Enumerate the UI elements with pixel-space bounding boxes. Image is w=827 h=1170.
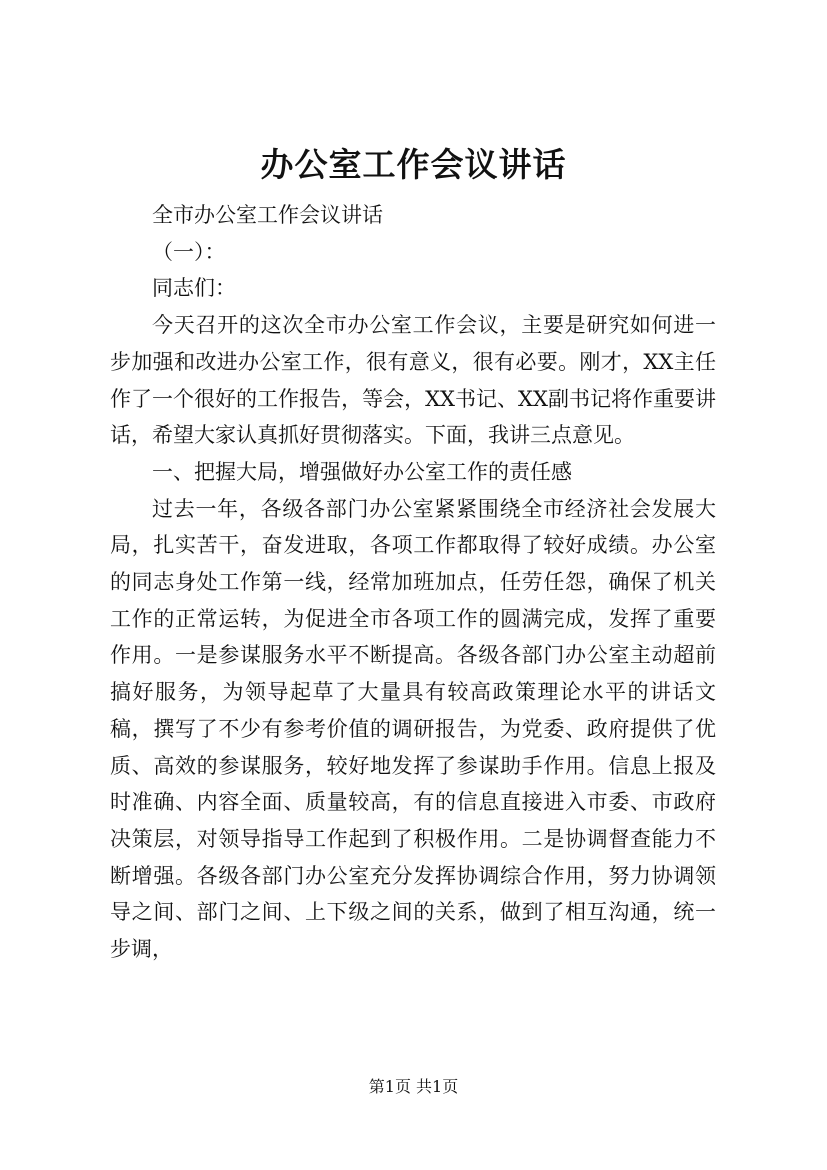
section-marker: （一）：	[152, 239, 226, 264]
page-footer: 第1页 共1页	[368, 1077, 459, 1096]
salutation: 同志们：	[152, 276, 236, 301]
subtitle: 全市办公室工作会议讲话	[152, 203, 383, 227]
document-body	[110, 197, 716, 968]
paragraph-1: 今天召开的这次全市办公室工作会议，主要是研究如何进一步加强和改进办公室工作，很有意义，很有必要。刚才，XX主任作了一个很好的工作报告，等会，XX书记、XX副书记将作重要讲话，希望大家认真抓好贯彻落实。下面，我讲三点意见。	[110, 313, 716, 448]
heading-1: 一、把握大局，增强做好办公室工作的责任感	[152, 459, 572, 484]
paragraph-2: 过去一年，各级各部门办公室紧紧围绕全市经济社会发展大局，扎实苦干，奋发进取，各项工作都取得了较好成绩。办公室的同志身处工作第一线，经常加班加点，任劳任怨，确保了机关工作的正常运转，为促进全市各项工作的圆满完成，发挥了重要作用。一是参谋服务水平不断提高。各级各部门办公室主动超前搞好服务，为领导起草了大量具有较高政策理论水平的讲话文稿，撰写了不少有参考价值的调研报告，为党委、政府提供了优质、高效的参谋服务，较好地发挥了参谋助手作用。信息上报及时准确、内容全面、质量较高，有的信息直接进入市委、市政府决策层，对领导指导工作起到了积极作用。二是协调督查能力不断增强。各级各部门办公室充分发挥协调综合作用，努力协调领导之间、部门之间、上下级之间的关系，做到了相互沟通，统一步调，	[110, 496, 716, 962]
document-title: 办公室工作会议讲话	[260, 145, 567, 184]
